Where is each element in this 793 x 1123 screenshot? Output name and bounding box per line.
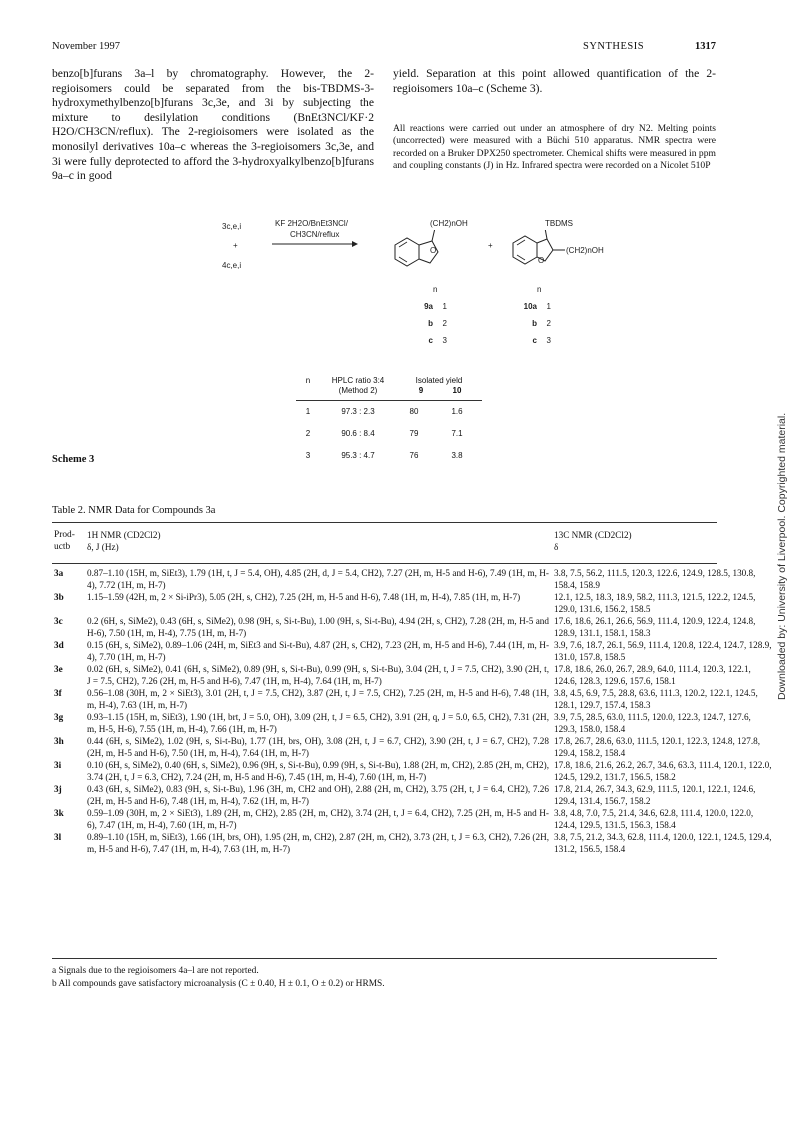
plus-sign-products: + — [488, 241, 493, 250]
table-row: 3g 0.93–1.15 (15H, m, SiEt3), 1.90 (1H, brt, J = 5.0, OH), 3.09 (2H, t, J = 6.5, CH2), 3.91 (2H, q, J = 5.0, 6.5, CH2), 7.31 (2H, m, H-5, H-6), 7.55 (1H, m, H-4), 7.66 (1H, m, H-7) 3.9, 7.5, 28.5, 63.0, 111.5, 120.0, 122.3, 124.7, 127.6, 129.3, 158.0, 158.4 — [54, 712, 751, 734]
hplc-header-n: n — [305, 376, 311, 385]
paragraph-left: benzo[b]furans 3a–l by chromatography. However, the 2-regioisomers could be separated from the bis-TBDMS-3-hydroxymethylbenzo[b]furans 3c,3e, and 3i by subjecting the mixture to desilylation conditions (BnEt3NCl/KF·2 H2O/CH3CN/reflux). The 2-regioisomers were isolated as the monosilyl derivatives 10a–c whereas the 3-regioisomers 3c,3e, and 3i were fully deprotected to afford the 3-hydroxyalkylbenzo[b]furans 9a–c in good — [52, 67, 374, 183]
product-10-substituent: (CH2)nOH — [566, 246, 604, 255]
experimental-paragraph: All reactions were carried out under an atmosphere of dry N2. Melting points (uncorrected) were measured with a Büchi 510 apparatus. NMR spectra were recorded on a Bruker DPX250 spectrometer. Chemical shifts were measured in ppm and coupling constants (J) in Hz. Infrared spectra were recorded on a Nicolet 510P — [393, 123, 716, 172]
list-10-n-header: n — [537, 285, 542, 294]
product-9-ring-oxygen: O — [430, 246, 437, 255]
hplc-row: 3 95.3 : 4.7 76 3.8 — [305, 451, 463, 460]
table-top-rule — [52, 522, 717, 523]
table-row: 3f 0.56–1.08 (30H, m, 2 × SiEt3), 3.01 (2H, t, J = 7.5, CH2), 3.87 (2H, t, J = 7.5, CH2), 7.25 (2H, m, H-5 and H-6), 7.48 (1H, m, H-4), 7.63 (1H, m, H-7) 3.8, 4.5, 6.9, 7.5, 28.8, 63.6, 111.3, 120.2, 122.1, 124.5, 128.1, 129.7, 157.4, 158.3 — [54, 688, 758, 710]
table-row: 3b 1.15–1.59 (42H, m, 2 × Si-iPr3), 5.05 (2H, s, CH2), 7.25 (2H, m, H-5 and H-6), 7.48 (1H, m, H-4), 7.85 (1H, m, H-7) 12.1, 12.5, 18.3, 18.9, 58.2, 111.3, 121.5, 122.2, 124.5, 129.0, 131.6, 156.2, 158.5 — [54, 592, 756, 614]
list-10-item: b 2 — [532, 319, 551, 328]
hplc-header-row — [296, 376, 482, 396]
scheme-label: Scheme 3 — [52, 454, 95, 465]
nmr-table-body — [52, 568, 772, 856]
download-watermark: Downloaded by: University of Liverpool. Copyrighted material. — [776, 412, 788, 700]
list-9 — [415, 298, 447, 349]
table-header-rule — [52, 563, 717, 564]
header-date: November 1997 — [52, 41, 120, 52]
footnote-b: b All compounds gave satisfactory microanalysis (C ± 0.40, H ± 0.1, O ± 0.2) or HRMS. — [52, 979, 385, 989]
table-row: 3h 0.44 (6H, s, SiMe2), 1.02 (9H, s, Si-t-Bu), 1.77 (1H, brs, OH), 3.08 (2H, t, J = 6.7, CH2), 3.90 (2H, t, J = 6.7, CH2), 7.28 (2H, m, H-5 and H-6), 7.50 (1H, m, H-4), 7.64 (1H, m, H-7) 17.8, 26.7, 28.6, 63.0, 111.5, 120.1, 122.3, 124.8, 127.8, 129.4, 158.2, 158.4 — [54, 736, 761, 758]
hplc-header-yield: Isolated yield 9 10 — [415, 376, 463, 395]
product-10-ring-oxygen: O — [538, 256, 545, 265]
hplc-header-ratio: HPLC ratio 3:4 (Method 2) — [331, 376, 385, 395]
hplc-table — [296, 376, 482, 467]
hplc-row: 2 90.6 : 8.4 79 7.1 — [305, 429, 463, 438]
list-9-item: 9a 1 — [424, 302, 447, 311]
product-10-structure — [505, 230, 575, 280]
nmr-header-row — [52, 530, 772, 553]
footnote-a: a Signals due to the regioisomers 4a–l are not reported. — [52, 966, 259, 976]
table-bottom-rule — [52, 958, 717, 959]
table-row: 3k 0.59–1.09 (30H, m, 2 × SiEt3), 1.89 (2H, m, CH2), 2.85 (2H, m, CH2), 3.74 (2H, t, J = 6.4, CH2), 7.25 (2H, m, H-5 and H-6), 7.47 (1H, m, H-4), 7.60 (1H, m, H-7) 3.8, 4.8, 7.0, 7.5, 21.4, 34.6, 62.8, 111.4, 120.0, 122.0, 124.4, 129.5, 131.5, 156.3, 158.4 — [54, 808, 754, 830]
header-1h-nmr: 1H NMR (CD2Cl2) δ, J (Hz) — [87, 530, 161, 552]
left-column-text — [52, 67, 374, 184]
table-row: 3c 0.2 (6H, s, SiMe2), 0.43 (6H, s, SiMe2), 0.98 (9H, s, Si-t-Bu), 1.00 (9H, s, Si-t-Bu), 4.94 (2H, s, CH2), 7.28 (2H, m, H-5 and H-6), 7.50 (1H, m, H-4), 7.75 (1H, m, H-7) 17.6, 18.6, 26.1, 26.6, 56.9, 111.4, 120.9, 122.4, 124.8, 128.9, 131.1, 158.1, 158.3 — [54, 616, 756, 638]
reagent-line-2: CH3CN/reflux — [290, 230, 340, 239]
header-13c-nmr: 13C NMR (CD2Cl2) δ — [554, 530, 632, 552]
header-journal: SYNTHESIS — [583, 41, 645, 52]
right-column-text — [393, 67, 716, 96]
list-10-item: c 3 — [532, 336, 551, 345]
list-9-n-header: n — [433, 285, 438, 294]
table-caption: Table 2. NMR Data for Compounds 3a — [52, 505, 216, 516]
reagent-line-1: KF 2H2O/BnEt3NCl/ — [275, 219, 348, 228]
reactant-4: 4c,e,i — [222, 261, 242, 270]
plus-sign: + — [233, 241, 238, 250]
paragraph-right: yield. Separation at this point allowed quantification of the 2-regioisomers 10a–c (Scheme 3). — [393, 67, 716, 95]
list-9-item: b 2 — [428, 319, 447, 328]
header-page-number: 1317 — [695, 41, 716, 52]
hplc-row: 1 97.3 : 2.3 80 1.6 — [305, 407, 463, 417]
product-10-tbdms: TBDMS — [545, 219, 573, 228]
nmr-table — [52, 530, 772, 553]
header-product: Prod-uctb — [54, 530, 75, 552]
table-row: 3l 0.89–1.10 (15H, m, SiEt3), 1.66 (1H, brs, OH), 1.95 (2H, m, CH2), 2.87 (2H, m, CH2), 3.73 (2H, t, J = 6.3, CH2), 7.26 (2H, m, H-5 and H-6), 7.47 (1H, m, H-4), 7.63 (1H, m, H-7) 3.8, 7.5, 21.2, 34.3, 62.8, 111.4, 120.0, 122.1, 124.5, 129.4, 131.2, 156.5, 158.4 — [54, 832, 772, 854]
list-10-item: 10a 1 — [523, 302, 551, 311]
reaction-arrow — [270, 240, 360, 248]
table-row: 3j 0.43 (6H, s, SiMe2), 0.83 (9H, s, Si-t-Bu), 1.96 (3H, m, CH2 and OH), 2.88 (2H, m, CH2), 3.75 (2H, t, J = 6.4, CH2), 7.26 (2H, m, H-5 and H-6), 7.48 (1H, m, H-4), 7.62 (1H, m, H-7) 17.8, 21.4, 26.7, 34.3, 62.9, 111.5, 120.1, 122.1, 124.6, 129.4, 131.4, 156.7, 158.2 — [54, 784, 756, 806]
table-row: 3e 0.02 (6H, s, SiMe2), 0.41 (6H, s, SiMe2), 0.89 (9H, s, Si-t-Bu), 0.99 (9H, s, Si-t-Bu), 3.04 (2H, t, J = 7.5, CH2), 3.90 (2H, t, J = 7.5, CH2), 7.26 (2H, m, H-5 and H-6), 7.47 (1H, m, H-4), 7.64 (1H, m, H-7) 17.8, 18.6, 26.0, 26.7, 28.9, 64.0, 111.4, 120.3, 122.1, 124.6, 128.3, 129.6, 157.6, 158.1 — [54, 664, 751, 686]
table-row: 3i 0.10 (6H, s, SiMe2), 0.40 (6H, s, SiMe2), 0.96 (9H, s, Si-t-Bu), 0.99 (9H, s, Si-t-Bu), 1.88 (2H, m, CH2), 2.85 (2H, m, CH2), 3.74 (2H, t, J = 6.3, CH2), 7.24 (2H, m, H-5 and H-6), 7.45 (1H, m, H-4), 7.60 (1H, m, H-7) 17.8, 18.6, 21.6, 26.2, 26.7, 34.6, 63.3, 111.4, 120.1, 122.0, 124.5, 129.2, 131.7, 156.5, 158.2 — [54, 760, 772, 782]
list-9-item: c 3 — [428, 336, 447, 345]
reactant-3: 3c,e,i — [222, 222, 242, 231]
product-9-substituent: (CH2)nOH — [430, 219, 468, 228]
table-row: 3a 0.87–1.10 (15H, m, SiEt3), 1.79 (1H, t, J = 5.4, OH), 4.85 (2H, d, J = 5.4, CH2), 7.27 (2H, m, H-5 and H-6), 7.49 (1H, m, H-4), 7.72 (1H, m, H-7) 3.8, 7.5, 56.2, 111.5, 120.3, 122.6, 124.9, 128.5, 130.8, 158.4, 158.9 — [54, 568, 756, 590]
product-9-structure — [385, 230, 475, 280]
scheme-3 — [0, 210, 793, 470]
list-10 — [509, 298, 551, 349]
table-row: 3d 0.15 (6H, s, SiMe2), 0.89–1.06 (24H, m, SiEt3 and Si-t-Bu), 4.87 (2H, s, CH2), 7.23 (2H, m, H-5 and H-6), 7.44 (1H, m, H-4), 7.70 (1H, m, H-7) 3.9, 7.6, 18.7, 26.1, 56.9, 111.4, 120.8, 122.4, 124.7, 128.9, 131.0, 157.8, 158.5 — [54, 640, 772, 662]
